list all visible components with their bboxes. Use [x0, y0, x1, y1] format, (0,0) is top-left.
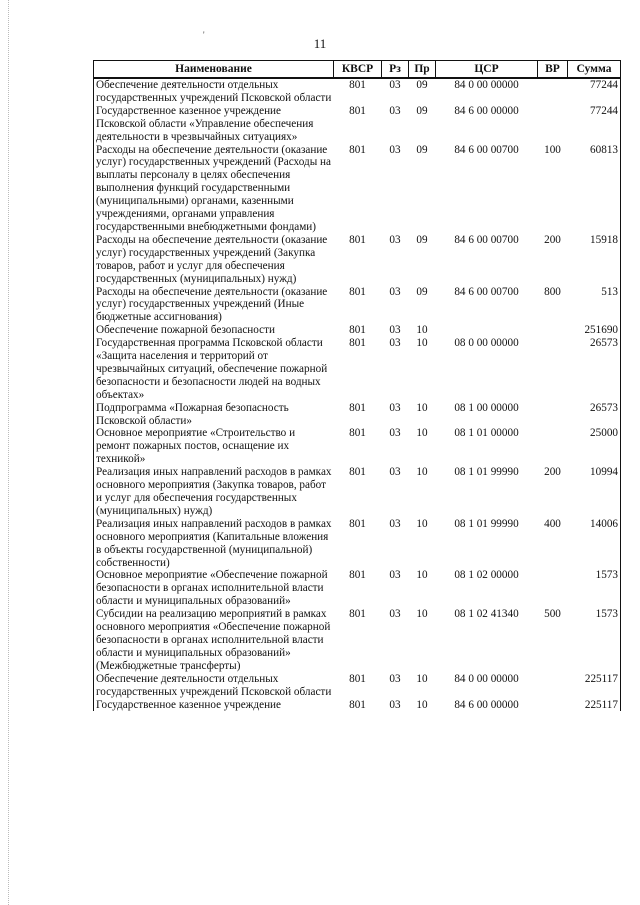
cell-pr: 09	[416, 143, 428, 156]
cell-name: Обеспечение пожарной безопасности	[94, 324, 334, 337]
cell-kvsr: 801	[349, 517, 366, 530]
cell-kvsr: 801	[349, 672, 366, 685]
table-row	[94, 699, 621, 712]
cell-sum: 60813	[568, 144, 621, 234]
cell-name: Расходы на обеспечение деятельности (оказание услуг) государственных учреждений (Иные бюджетные ассигнования)	[94, 286, 334, 325]
cell-kvsr: 801	[349, 698, 366, 711]
column-header-pr: Пр	[409, 61, 436, 79]
cell-sum: 1573	[568, 569, 621, 608]
cell-sum: 14006	[568, 518, 621, 570]
cell-rz: 03	[389, 324, 401, 337]
cell-kvsr: 801	[349, 233, 366, 246]
cell-pr: 10	[416, 337, 428, 350]
cell-kvsr: 801	[349, 427, 366, 440]
cell-csr: 84 6 00 00700	[454, 233, 519, 246]
cell-csr: 84 0 00 00000	[454, 672, 519, 685]
cell-csr: 08 1 01 99990	[454, 517, 519, 530]
table-row	[94, 673, 621, 699]
cell-csr: 08 0 00 00000	[454, 337, 519, 350]
cell-vr	[538, 569, 568, 608]
cell-vr	[538, 673, 568, 699]
cell-name: Государственная программа Псковской области «Защита населения и территорий от чрезвычайных ситуаций, обеспечение пожарной безопасности и безопасности людей на водных объектах»	[94, 337, 334, 402]
cell-pr: 09	[416, 285, 428, 298]
cell-csr: 08 1 01 00000	[454, 427, 519, 440]
cell-name: Обеспечение деятельности отдельных государственных учреждений Псковской области	[94, 673, 334, 699]
column-header-name: Наименование	[94, 61, 334, 79]
column-header-kvsr: КВСР	[334, 61, 382, 79]
cell-sum: 513	[568, 286, 621, 325]
cell-sum: 25000	[568, 427, 621, 466]
cell-csr: 84 6 00 00000	[454, 698, 519, 711]
cell-name: Государственное казенное учреждение	[94, 699, 334, 712]
cell-rz: 03	[389, 143, 401, 156]
cell-sum: 225117	[568, 699, 621, 712]
cell-vr	[538, 402, 568, 428]
cell-vr: 200	[544, 233, 561, 246]
cell-name: Расходы на обеспечение деятельности (оказание услуг) государственных учреждений (Закупка товаров, работ и услуг для обеспечения государственных (муниципальных) нужд)	[94, 234, 334, 286]
cell-rz: 03	[389, 698, 401, 711]
cell-kvsr: 801	[349, 285, 366, 298]
table-row	[94, 78, 621, 105]
cell-sum: 251690	[568, 324, 621, 337]
cell-name: Основное мероприятие «Строительство и ремонт пожарных постов, оснащение их техникой»	[94, 427, 334, 466]
cell-vr: 500	[544, 608, 561, 621]
column-header-vr: ВР	[538, 61, 568, 79]
cell-rz: 03	[389, 427, 401, 440]
cell-rz: 03	[389, 517, 401, 530]
cell-sum: 26573	[568, 402, 621, 428]
budget-table	[93, 60, 621, 711]
cell-vr	[538, 427, 568, 466]
cell-name: Государственное казенное учреждение Псковской области «Управление обеспечения деятельности в чрезвычайных ситуациях»	[94, 105, 334, 144]
column-header-csr: ЦСР	[436, 61, 538, 79]
cell-vr	[538, 78, 568, 105]
cell-vr	[538, 337, 568, 402]
cell-vr: 200	[544, 466, 561, 479]
page-left-edge	[8, 0, 10, 905]
table-row	[94, 286, 621, 325]
cell-csr	[436, 324, 538, 337]
header-mark: '	[203, 30, 205, 40]
cell-name: Основное мероприятие «Обеспечение пожарной безопасности в органах исполнительной власти области и муниципальных образований»	[94, 569, 334, 608]
cell-csr: 08 1 01 99990	[454, 466, 519, 479]
cell-rz: 03	[389, 569, 401, 582]
cell-sum: 15918	[568, 234, 621, 286]
cell-pr: 10	[416, 608, 428, 621]
cell-rz: 03	[389, 79, 401, 91]
cell-kvsr: 801	[349, 608, 366, 621]
cell-pr: 10	[416, 672, 428, 685]
cell-rz: 03	[389, 608, 401, 621]
cell-pr: 09	[416, 79, 428, 91]
cell-sum: 10994	[568, 466, 621, 518]
page-number: 11	[313, 36, 327, 51]
cell-vr: 100	[544, 143, 561, 156]
cell-name: Обеспечение деятельности отдельных государственных учреждений Псковской области	[94, 78, 334, 105]
cell-sum: 77244	[568, 105, 621, 144]
table-header-row	[94, 61, 621, 79]
cell-rz: 03	[389, 672, 401, 685]
cell-vr	[538, 324, 568, 337]
cell-kvsr: 801	[349, 79, 366, 91]
cell-csr: 84 6 00 00000	[454, 104, 519, 117]
cell-csr: 08 1 02 00000	[454, 569, 519, 582]
table-row	[94, 337, 621, 402]
table-row	[94, 427, 621, 466]
cell-csr: 84 6 00 00700	[454, 285, 519, 298]
cell-pr: 10	[416, 324, 428, 337]
table-row	[94, 608, 621, 673]
cell-pr: 09	[416, 233, 428, 246]
table-body	[94, 78, 621, 711]
cell-csr: 08 1 00 00000	[454, 401, 519, 414]
cell-kvsr: 801	[349, 324, 366, 337]
table-row	[94, 234, 621, 286]
cell-rz: 03	[389, 233, 401, 246]
table-row	[94, 105, 621, 144]
column-header-sum: Сумма	[568, 61, 621, 79]
cell-sum: 26573	[568, 337, 621, 402]
cell-name: Расходы на обеспечение деятельности (оказание услуг) государственных учреждений (Расходы на выплаты персоналу в целях обеспечения выполнения функций государственными (муниципальными) органами, казенными учреждениями, органами управления государственными внебюджетными фондами)	[94, 144, 334, 234]
column-header-rz: Рз	[382, 61, 409, 79]
cell-rz: 03	[389, 337, 401, 350]
cell-name: Подпрограмма «Пожарная безопасность Псковской области»	[94, 402, 334, 428]
cell-sum: 225117	[568, 673, 621, 699]
cell-rz: 03	[389, 104, 401, 117]
cell-name: Реализация иных направлений расходов в рамках основного мероприятия (Капитальные вложения в объекты государственной (муниципальной) собственности)	[94, 518, 334, 570]
cell-rz: 03	[389, 401, 401, 414]
cell-pr: 10	[416, 427, 428, 440]
table-row	[94, 144, 621, 234]
cell-sum: 77244	[568, 78, 621, 105]
table-row	[94, 466, 621, 518]
cell-csr: 84 0 00 00000	[454, 79, 519, 91]
cell-kvsr: 801	[349, 401, 366, 414]
cell-pr: 10	[416, 698, 428, 711]
cell-pr: 10	[416, 517, 428, 530]
table-row	[94, 518, 621, 570]
cell-kvsr: 801	[349, 104, 366, 117]
cell-kvsr: 801	[349, 466, 366, 479]
table-row	[94, 324, 621, 337]
cell-kvsr: 801	[349, 337, 366, 350]
cell-name: Реализация иных направлений расходов в рамках основного мероприятия (Закупка товаров, работ и услуг для обеспечения государственных (муниципальных) нужд)	[94, 466, 334, 518]
cell-pr: 09	[416, 104, 428, 117]
cell-sum: 1573	[568, 608, 621, 673]
cell-vr: 800	[544, 285, 561, 298]
cell-rz: 03	[389, 466, 401, 479]
cell-csr: 08 1 02 41340	[454, 608, 519, 621]
cell-csr: 84 6 00 00700	[454, 143, 519, 156]
cell-pr: 10	[416, 401, 428, 414]
table-row	[94, 569, 621, 608]
cell-vr: 400	[544, 517, 561, 530]
cell-vr	[538, 105, 568, 144]
cell-kvsr: 801	[349, 143, 366, 156]
cell-kvsr: 801	[349, 569, 366, 582]
cell-rz: 03	[389, 285, 401, 298]
cell-name: Субсидии на реализацию мероприятий в рамках основного мероприятия «Обеспечение пожарной безопасности в органах исполнительной власти области и муниципальных образований» (Межбюджетные трансферты)	[94, 608, 334, 673]
cell-pr: 10	[416, 569, 428, 582]
cell-pr: 10	[416, 466, 428, 479]
table-row	[94, 402, 621, 428]
cell-vr	[538, 699, 568, 712]
